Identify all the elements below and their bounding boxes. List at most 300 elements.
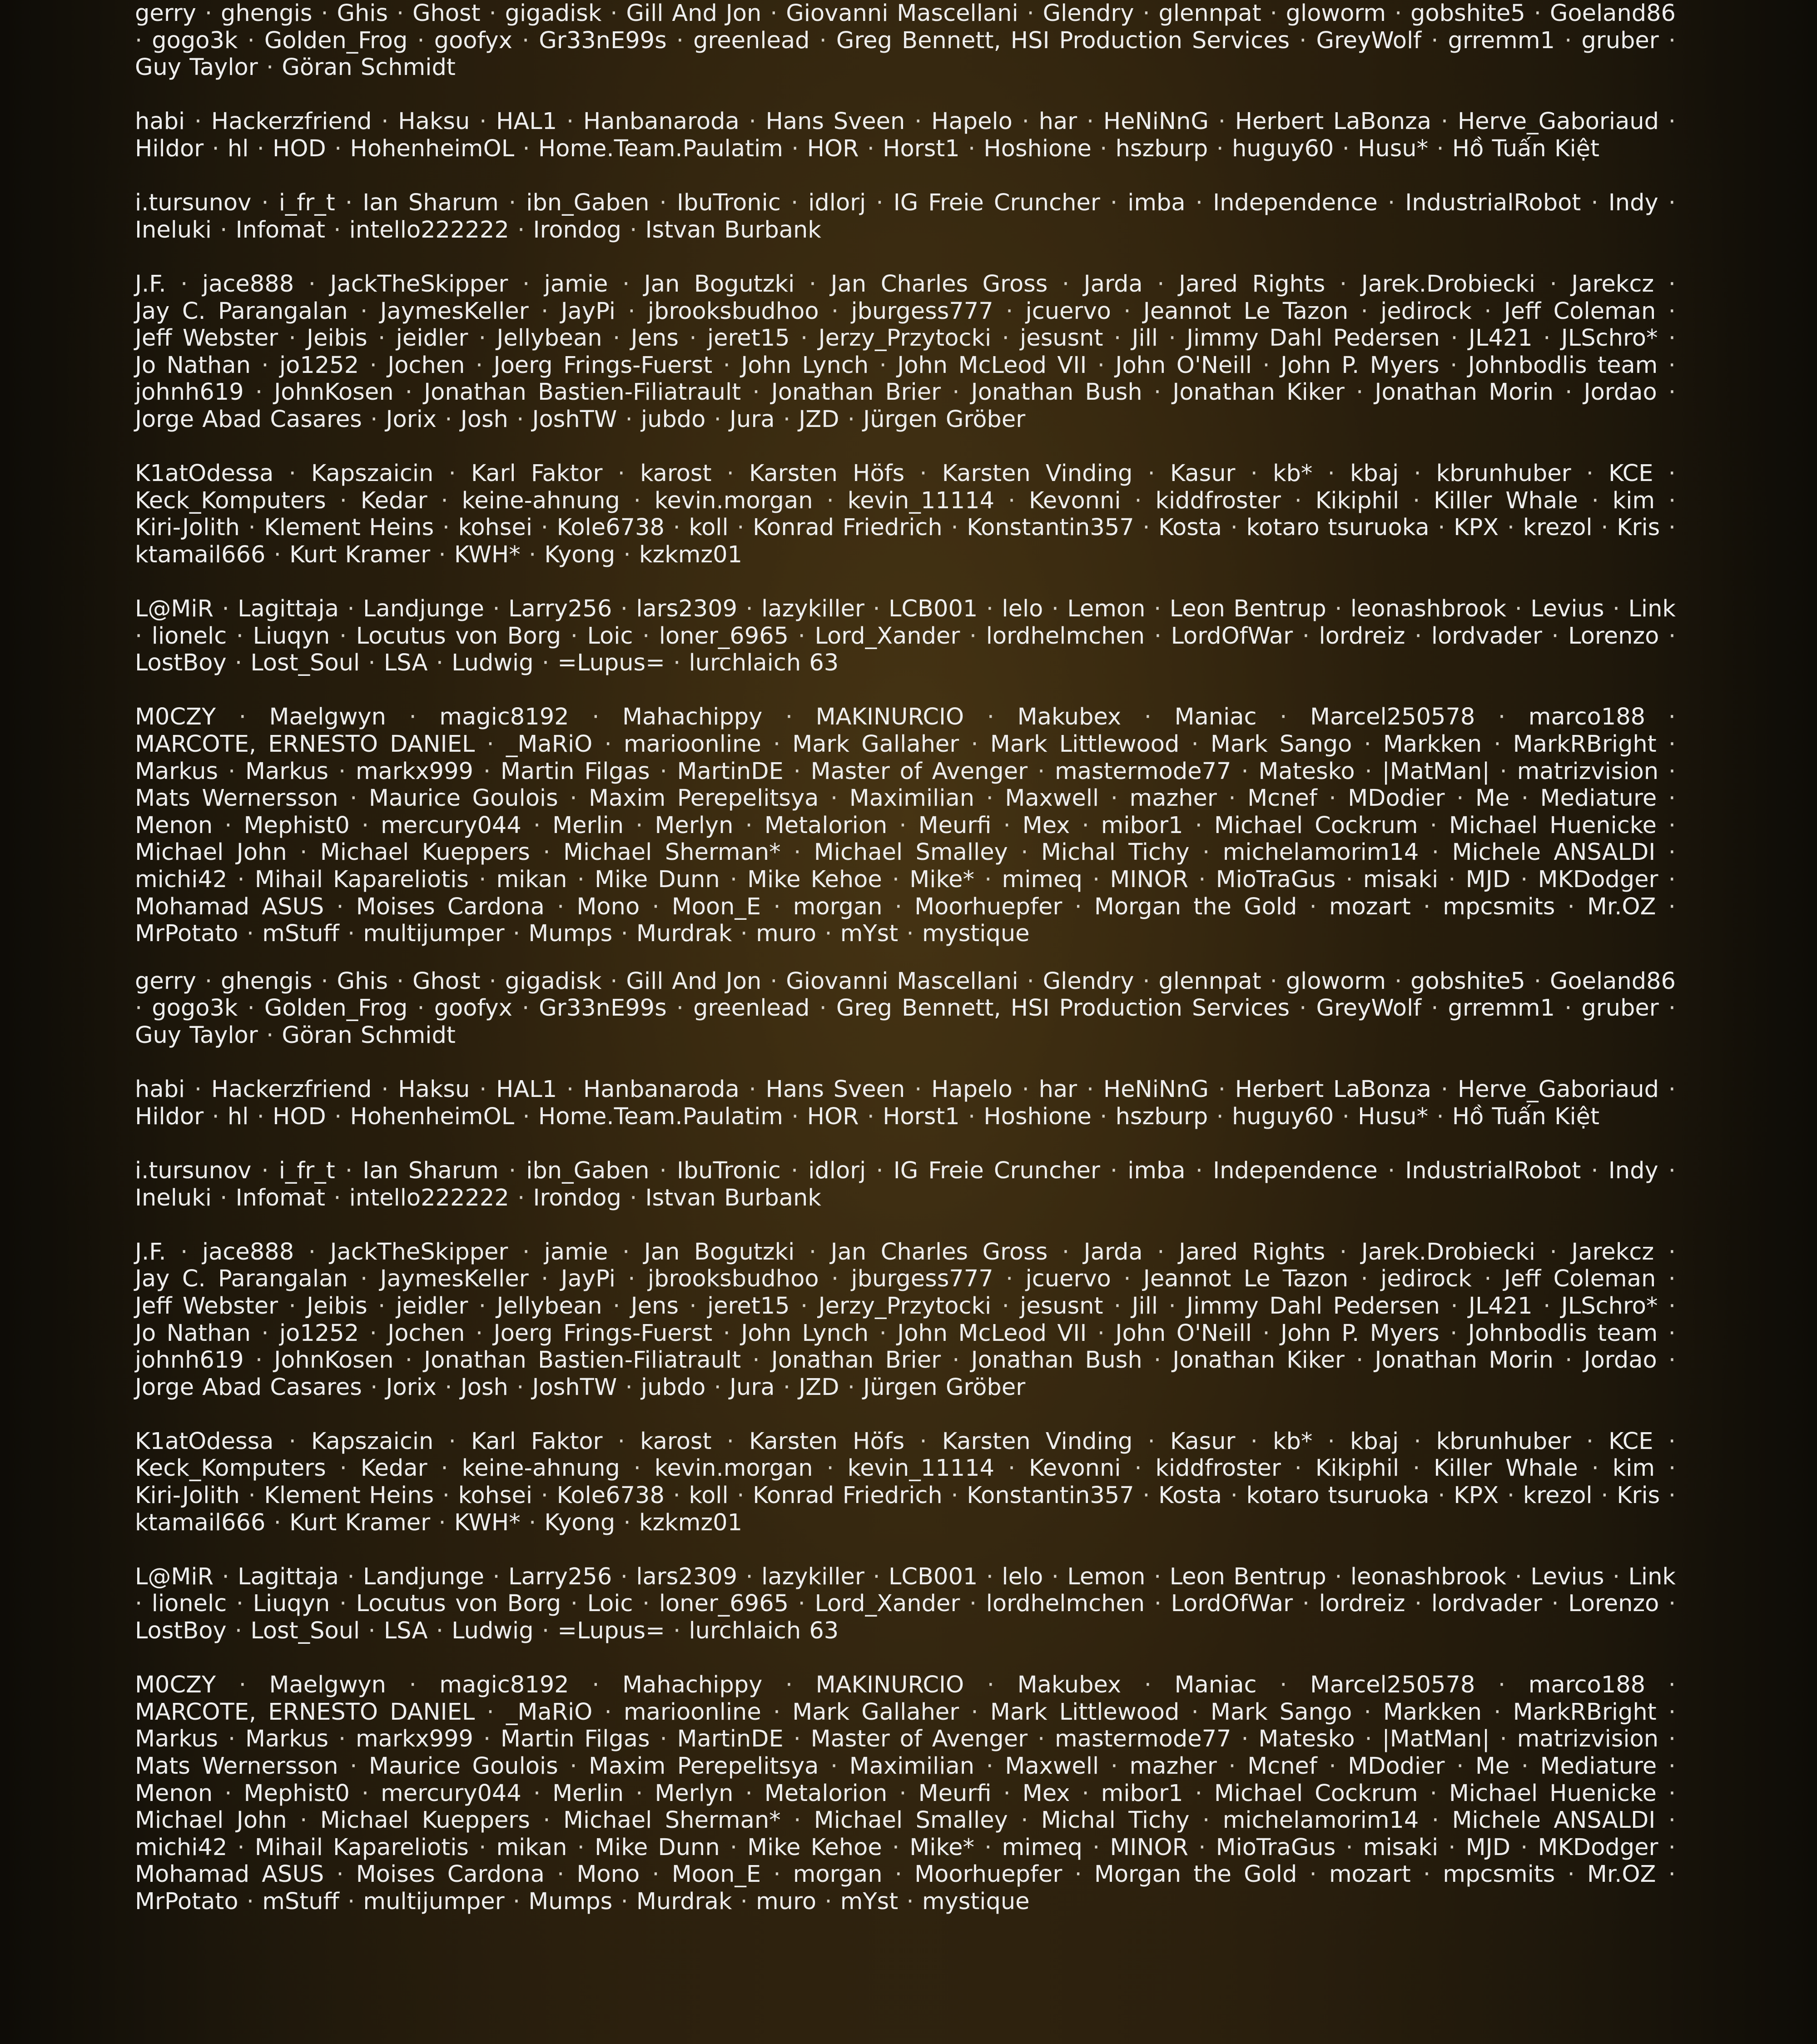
- separator-dot: ·: [345, 189, 353, 217]
- separator-dot: ·: [1195, 1780, 1202, 1807]
- separator-dot: ·: [441, 487, 448, 514]
- separator-dot: ·: [1412, 487, 1420, 514]
- separator-dot: ·: [1153, 1563, 1162, 1590]
- contributor-name: Maniac: [1174, 704, 1257, 731]
- separator-dot: ·: [533, 1780, 541, 1807]
- separator-dot: ·: [1062, 270, 1070, 298]
- contributor-name: mYst: [840, 1888, 899, 1915]
- contributor-name: Mumps: [528, 1888, 613, 1915]
- credits-block: [135, 968, 1676, 1915]
- separator-dot: ·: [417, 995, 425, 1022]
- contributor-name: Goeland86: [1549, 967, 1676, 995]
- contributor-name: jo1252: [279, 352, 359, 379]
- separator-dot: ·: [1309, 893, 1317, 920]
- separator-dot: ·: [749, 108, 756, 135]
- separator-dot: ·: [396, 0, 404, 27]
- contributor-name: Jeibis: [307, 1292, 367, 1320]
- contributor-name: ktamail666: [135, 1509, 266, 1536]
- separator-dot: ·: [224, 812, 232, 839]
- separator-dot: ·: [1520, 866, 1528, 893]
- contributor-name: Michael Huenicke: [1449, 1780, 1657, 1807]
- separator-dot: ·: [541, 650, 550, 677]
- separator-dot: ·: [512, 920, 521, 948]
- contributor-name: Home.Team.Paulatim: [538, 1103, 783, 1130]
- credits-group-g: [135, 0, 1676, 81]
- credits-list: [135, 0, 1676, 1936]
- separator-dot: ·: [1086, 1076, 1094, 1103]
- separator-dot: ·: [478, 325, 486, 352]
- separator-dot: ·: [1006, 1265, 1013, 1293]
- contributor-name: jo1252: [279, 1320, 359, 1347]
- separator-dot: ·: [622, 270, 630, 298]
- separator-dot: ·: [1270, 0, 1277, 27]
- separator-dot: ·: [628, 1265, 635, 1293]
- separator-dot: ·: [824, 920, 832, 948]
- separator-dot: ·: [1008, 487, 1016, 514]
- separator-dot: ·: [442, 1482, 450, 1509]
- contributor-name: Konrad Friedrich: [753, 514, 943, 541]
- separator-dot: ·: [541, 514, 548, 541]
- separator-dot: ·: [952, 1347, 960, 1374]
- separator-dot: ·: [1565, 379, 1573, 406]
- separator-dot: ·: [135, 995, 143, 1022]
- contributor-name: kevin.morgan: [654, 1455, 813, 1482]
- separator-dot: ·: [1551, 622, 1559, 650]
- contributor-name: kohsei: [458, 1482, 532, 1509]
- contributor-name: jesusnt: [1020, 1292, 1103, 1320]
- separator-dot: ·: [1668, 1834, 1676, 1861]
- contributor-name: Hildor: [135, 1103, 204, 1130]
- contributor-name: Me: [1475, 785, 1510, 812]
- separator-dot: ·: [798, 1590, 805, 1617]
- separator-dot: ·: [1356, 1347, 1364, 1374]
- separator-dot: ·: [1436, 1103, 1444, 1130]
- contributor-name: Mike Kehoe: [747, 1834, 882, 1861]
- separator-dot: ·: [246, 1888, 254, 1915]
- contributor-name: imba: [1127, 189, 1186, 217]
- contributor-name: Hanbanaroda: [583, 108, 740, 135]
- separator-dot: ·: [1154, 622, 1162, 650]
- separator-dot: ·: [475, 352, 483, 379]
- contributor-name: Jimmy Dahl Pedersen: [1187, 325, 1440, 352]
- separator-dot: ·: [212, 135, 219, 162]
- separator-dot: ·: [180, 1238, 188, 1265]
- contributor-name: Jan Bogutzki: [644, 270, 795, 298]
- contributor-name: Makubex: [1017, 704, 1122, 731]
- separator-dot: ·: [1097, 1320, 1105, 1347]
- separator-dot: ·: [642, 622, 650, 650]
- separator-dot: ·: [338, 1726, 346, 1753]
- contributor-name: John McLeod VII: [897, 1320, 1087, 1347]
- separator-dot: ·: [255, 379, 263, 406]
- separator-dot: ·: [737, 1482, 745, 1509]
- separator-dot: ·: [1309, 1861, 1317, 1888]
- separator-dot: ·: [1100, 135, 1107, 162]
- contributor-name: keine-ahnung: [462, 1455, 620, 1482]
- contributor-name: Michael John: [135, 1807, 287, 1834]
- separator-dot: ·: [517, 216, 525, 243]
- separator-dot: ·: [334, 1103, 342, 1130]
- contributor-name: Ludwig: [452, 1617, 534, 1645]
- contributor-name: Hildor: [135, 135, 204, 162]
- contributor-name: M0CZY: [135, 704, 216, 731]
- contributor-name: Jonathan Kiker: [1172, 379, 1345, 406]
- separator-dot: ·: [261, 352, 269, 379]
- separator-dot: ·: [492, 595, 500, 623]
- separator-dot: ·: [257, 1103, 264, 1130]
- contributor-name: Mephist0: [243, 1780, 350, 1807]
- separator-dot: ·: [971, 1698, 978, 1726]
- separator-dot: ·: [577, 1834, 585, 1861]
- contributor-name: Kasur: [1170, 460, 1236, 487]
- contributor-name: Haksu: [398, 108, 470, 135]
- contributor-name: HOD: [273, 1103, 326, 1130]
- contributor-name: Istvan Burbank: [645, 216, 821, 243]
- contributor-name: lionelc: [151, 622, 227, 650]
- separator-dot: ·: [1564, 995, 1572, 1022]
- contributor-name: jburgess777: [851, 1265, 993, 1293]
- separator-dot: ·: [1092, 866, 1100, 893]
- separator-dot: ·: [222, 595, 229, 623]
- separator-dot: ·: [620, 595, 628, 623]
- separator-dot: ·: [350, 1753, 357, 1780]
- contributor-name: Ludwig: [452, 650, 534, 677]
- contributor-name: HeNiNnG: [1103, 108, 1209, 135]
- contributor-name: Kasur: [1170, 1428, 1236, 1455]
- separator-dot: ·: [1668, 1347, 1676, 1374]
- contributor-name: Matesko: [1258, 758, 1355, 785]
- separator-dot: ·: [723, 352, 730, 379]
- separator-dot: ·: [914, 108, 922, 135]
- separator-dot: ·: [773, 1861, 781, 1888]
- separator-dot: ·: [620, 1563, 628, 1590]
- contributor-name: Jo Nathan: [135, 1320, 251, 1347]
- separator-dot: ·: [1250, 1428, 1258, 1455]
- contributor-name: MJD: [1465, 866, 1510, 893]
- contributor-name: IbuTronic: [676, 1157, 781, 1184]
- contributor-name: Göran Schmidt: [282, 54, 456, 81]
- separator-dot: ·: [1110, 189, 1118, 217]
- contributor-name: keine-ahnung: [462, 487, 620, 514]
- contributor-name: gruber: [1581, 995, 1659, 1022]
- separator-dot: ·: [1668, 1672, 1676, 1699]
- separator-dot: ·: [1448, 866, 1456, 893]
- separator-dot: ·: [800, 1292, 808, 1320]
- separator-dot: ·: [630, 1184, 637, 1211]
- separator-dot: ·: [873, 595, 880, 623]
- contributor-name: Kosta: [1158, 1482, 1222, 1509]
- separator-dot: ·: [1499, 1726, 1507, 1753]
- contributor-name: MrPotato: [135, 1888, 238, 1915]
- contributor-name: Jan Charles Gross: [830, 270, 1048, 298]
- separator-dot: ·: [1549, 1238, 1557, 1265]
- contributor-name: Maximilian: [849, 785, 975, 812]
- separator-dot: ·: [623, 1509, 631, 1536]
- separator-dot: ·: [334, 135, 342, 162]
- contributor-name: Husu*: [1358, 1103, 1429, 1130]
- separator-dot: ·: [339, 1455, 347, 1482]
- contributor-name: MAKINURCIO: [815, 704, 964, 731]
- separator-dot: ·: [405, 379, 412, 406]
- separator-dot: ·: [237, 866, 245, 893]
- separator-dot: ·: [336, 1861, 344, 1888]
- separator-dot: ·: [273, 1509, 281, 1536]
- separator-dot: ·: [236, 1590, 244, 1617]
- contributor-name: jace888: [202, 270, 294, 298]
- separator-dot: ·: [1198, 1834, 1206, 1861]
- contributor-name: Jonathan Brier: [771, 1347, 941, 1374]
- contributor-name: Göran Schmidt: [282, 1022, 456, 1049]
- separator-dot: ·: [1514, 595, 1522, 623]
- separator-dot: ·: [1241, 758, 1249, 785]
- contributor-name: Jonathan Bush: [971, 379, 1142, 406]
- separator-dot: ·: [321, 967, 328, 995]
- separator-dot: ·: [592, 704, 600, 731]
- credits-group-m: [135, 1672, 1676, 1915]
- separator-dot: ·: [1591, 1157, 1599, 1184]
- separator-dot: ·: [321, 0, 328, 27]
- separator-dot: ·: [1228, 785, 1236, 812]
- contributor-name: IndustrialRobot: [1405, 1157, 1581, 1184]
- separator-dot: ·: [236, 622, 244, 650]
- separator-dot: ·: [557, 1861, 565, 1888]
- separator-dot: ·: [1668, 460, 1676, 487]
- contributor-name: Mike*: [909, 1834, 975, 1861]
- contributor-name: kevin_11114: [847, 487, 995, 514]
- separator-dot: ·: [1335, 1563, 1342, 1590]
- separator-dot: ·: [642, 1590, 650, 1617]
- contributor-name: Kevonni: [1029, 1455, 1121, 1482]
- contributor-name: huguy60: [1231, 1103, 1334, 1130]
- contributor-name: Kosta: [1158, 514, 1222, 541]
- contributor-name: habi: [135, 1076, 185, 1103]
- separator-dot: ·: [794, 839, 801, 866]
- separator-dot: ·: [1565, 1347, 1573, 1374]
- separator-dot: ·: [604, 731, 612, 758]
- contributor-name: HAL1: [496, 1076, 557, 1103]
- contributor-name: Mcnef: [1247, 1753, 1317, 1780]
- contributor-name: Irondog: [533, 216, 621, 243]
- contributor-name: Maelgwyn: [269, 1672, 386, 1699]
- contributor-name: MAKINURCIO: [815, 1672, 964, 1699]
- contributor-name: JohnKosen: [274, 379, 394, 406]
- contributor-name: Mihail Kapareliotis: [254, 1834, 469, 1861]
- contributor-name: Menon: [135, 1780, 213, 1807]
- contributor-name: LCB001: [889, 595, 978, 623]
- separator-dot: ·: [1498, 1672, 1506, 1699]
- contributor-name: Infomat: [235, 216, 326, 243]
- separator-dot: ·: [847, 406, 855, 433]
- contributor-name: =Lupus=: [557, 1617, 665, 1645]
- contributor-name: huguy60: [1231, 135, 1334, 162]
- separator-dot: ·: [483, 758, 491, 785]
- contributor-name: Jura: [730, 406, 775, 433]
- contributor-name: Michal Tichy: [1041, 1807, 1190, 1834]
- separator-dot: ·: [1543, 325, 1551, 352]
- separator-dot: ·: [238, 704, 246, 731]
- contributor-name: mazher: [1129, 1753, 1217, 1780]
- contributor-name: Jellybean: [496, 325, 602, 352]
- contributor-name: Kevonni: [1029, 487, 1121, 514]
- contributor-name: lordvader: [1431, 1590, 1542, 1617]
- separator-dot: ·: [1113, 1292, 1122, 1320]
- contributor-name: Martin Filgas: [500, 1726, 650, 1753]
- separator-dot: ·: [1147, 460, 1155, 487]
- contributor-name: lionelc: [151, 1590, 227, 1617]
- separator-dot: ·: [1230, 1482, 1238, 1509]
- contributor-name: kb*: [1272, 460, 1313, 487]
- contributor-name: HohenheimOL: [350, 135, 515, 162]
- contributor-name: M0CZY: [135, 1672, 216, 1699]
- contributor-name: kevin.morgan: [654, 487, 813, 514]
- contributor-name: Greg Bennett, HSI Production Services: [836, 995, 1290, 1022]
- contributor-name: K1atOdessa: [135, 1428, 274, 1455]
- separator-dot: ·: [1431, 839, 1439, 866]
- separator-dot: ·: [409, 704, 417, 731]
- separator-dot: ·: [1668, 1292, 1676, 1320]
- separator-dot: ·: [1002, 1292, 1009, 1320]
- contributor-name: Mex: [1022, 1780, 1070, 1807]
- separator-dot: ·: [1438, 1482, 1445, 1509]
- contributor-name: gerry: [135, 967, 196, 995]
- contributor-name: Leon Bentrup: [1169, 1563, 1326, 1590]
- contributor-name: HAL1: [496, 108, 557, 135]
- contributor-name: Jay C. Parangalan: [135, 1265, 348, 1293]
- contributor-name: Mcnef: [1247, 785, 1317, 812]
- separator-dot: ·: [622, 1238, 630, 1265]
- contributor-name: Keck_Komputers: [135, 1455, 326, 1482]
- separator-dot: ·: [1668, 1780, 1676, 1807]
- contributor-name: Haksu: [398, 1076, 470, 1103]
- separator-dot: ·: [1062, 1238, 1070, 1265]
- separator-dot: ·: [830, 785, 838, 812]
- separator-dot: ·: [1153, 379, 1162, 406]
- contributor-name: i.tursunov: [135, 1157, 252, 1184]
- contributor-name: Mediature: [1540, 1753, 1657, 1780]
- separator-dot: ·: [1216, 1103, 1224, 1130]
- separator-dot: ·: [1668, 1807, 1676, 1834]
- separator-dot: ·: [1097, 352, 1105, 379]
- separator-dot: ·: [347, 1563, 355, 1590]
- separator-dot: ·: [621, 1888, 628, 1915]
- contributor-name: gobshite5: [1410, 967, 1525, 995]
- contributor-name: IG Freie Cruncher: [893, 189, 1100, 217]
- contributor-name: Lord_Xander: [814, 622, 960, 650]
- contributor-name: MINOR: [1110, 1834, 1189, 1861]
- separator-dot: ·: [892, 1834, 900, 1861]
- separator-dot: ·: [1008, 1455, 1016, 1482]
- separator-dot: ·: [1394, 0, 1402, 27]
- contributor-name: Michael Kueppers: [320, 1807, 530, 1834]
- contributor-name: Jochen: [387, 1320, 465, 1347]
- contributor-name: Jürgen Gröber: [863, 1374, 1026, 1401]
- contributor-name: Maelgwyn: [269, 704, 386, 731]
- separator-dot: ·: [489, 0, 496, 27]
- separator-dot: ·: [381, 1076, 389, 1103]
- contributor-name: Jonathan Bush: [971, 1347, 1142, 1374]
- separator-dot: ·: [1342, 1103, 1350, 1130]
- contributor-name: mozart: [1329, 1861, 1411, 1888]
- separator-dot: ·: [809, 1238, 817, 1265]
- contributor-name: Liuqyn: [253, 1590, 330, 1617]
- contributor-name: kbaj: [1350, 460, 1399, 487]
- separator-dot: ·: [894, 893, 902, 920]
- separator-dot: ·: [824, 1888, 832, 1915]
- contributor-name: jbrooksbudhoo: [647, 1265, 819, 1293]
- contributor-name: lurchlaich 63: [689, 1617, 839, 1645]
- separator-dot: ·: [1668, 1076, 1676, 1103]
- credits-group-k: [135, 460, 1676, 568]
- separator-dot: ·: [1144, 704, 1152, 731]
- separator-dot: ·: [438, 1509, 446, 1536]
- contributor-name: Landjunge: [363, 595, 484, 623]
- contributor-name: mozart: [1329, 893, 1411, 920]
- contributor-name: Kurt Kramer: [289, 1509, 431, 1536]
- separator-dot: ·: [1612, 1563, 1620, 1590]
- contributor-name: Jens: [630, 1292, 679, 1320]
- contributor-name: marco188: [1528, 704, 1646, 731]
- separator-dot: ·: [1414, 1428, 1421, 1455]
- contributor-name: JLSchro*: [1561, 1292, 1658, 1320]
- contributor-name: Levius: [1530, 595, 1604, 623]
- contributor-name: Michael Sherman*: [563, 1807, 781, 1834]
- contributor-name: Lost_Soul: [250, 1617, 360, 1645]
- separator-dot: ·: [1218, 108, 1226, 135]
- separator-dot: ·: [417, 27, 425, 54]
- separator-dot: ·: [770, 967, 778, 995]
- separator-dot: ·: [1534, 967, 1541, 995]
- contributor-name: matrizvision: [1517, 758, 1659, 785]
- separator-dot: ·: [660, 1726, 667, 1753]
- contributor-name: gogo3k: [152, 27, 238, 54]
- contributor-name: Moises Cardona: [356, 1861, 545, 1888]
- contributor-name: Golden_Frog: [264, 27, 408, 54]
- separator-dot: ·: [489, 967, 496, 995]
- separator-dot: ·: [487, 1698, 494, 1726]
- contributor-name: Keck_Komputers: [135, 487, 326, 514]
- separator-dot: ·: [1534, 0, 1541, 27]
- contributor-name: Morgan the Gold: [1094, 1861, 1297, 1888]
- separator-dot: ·: [1123, 1265, 1131, 1293]
- separator-dot: ·: [1142, 0, 1150, 27]
- separator-dot: ·: [1022, 108, 1029, 135]
- separator-dot: ·: [1134, 487, 1142, 514]
- contributor-name: Jonathan Morin: [1375, 1347, 1554, 1374]
- separator-dot: ·: [1668, 27, 1676, 54]
- separator-dot: ·: [1412, 1455, 1420, 1482]
- contributor-name: gloworm: [1286, 0, 1386, 27]
- separator-dot: ·: [625, 1374, 633, 1401]
- separator-dot: ·: [1431, 995, 1439, 1022]
- separator-dot: ·: [333, 1184, 341, 1211]
- contributor-name: Jordao: [1584, 1347, 1657, 1374]
- contributor-name: HOR: [807, 135, 859, 162]
- separator-dot: ·: [1438, 514, 1445, 541]
- contributor-name: Maurice Goulois: [368, 785, 558, 812]
- separator-dot: ·: [1668, 839, 1676, 866]
- contributor-name: Hackerzfriend: [211, 1076, 372, 1103]
- separator-dot: ·: [660, 758, 667, 785]
- separator-dot: ·: [1262, 352, 1270, 379]
- separator-dot: ·: [1294, 1455, 1302, 1482]
- contributor-name: Jarda: [1083, 1238, 1143, 1265]
- separator-dot: ·: [1216, 135, 1224, 162]
- separator-dot: ·: [794, 1807, 801, 1834]
- contributor-name: Klement Heins: [264, 514, 434, 541]
- contributor-name: Jill: [1132, 325, 1158, 352]
- separator-dot: ·: [1280, 704, 1287, 731]
- separator-dot: ·: [986, 1563, 993, 1590]
